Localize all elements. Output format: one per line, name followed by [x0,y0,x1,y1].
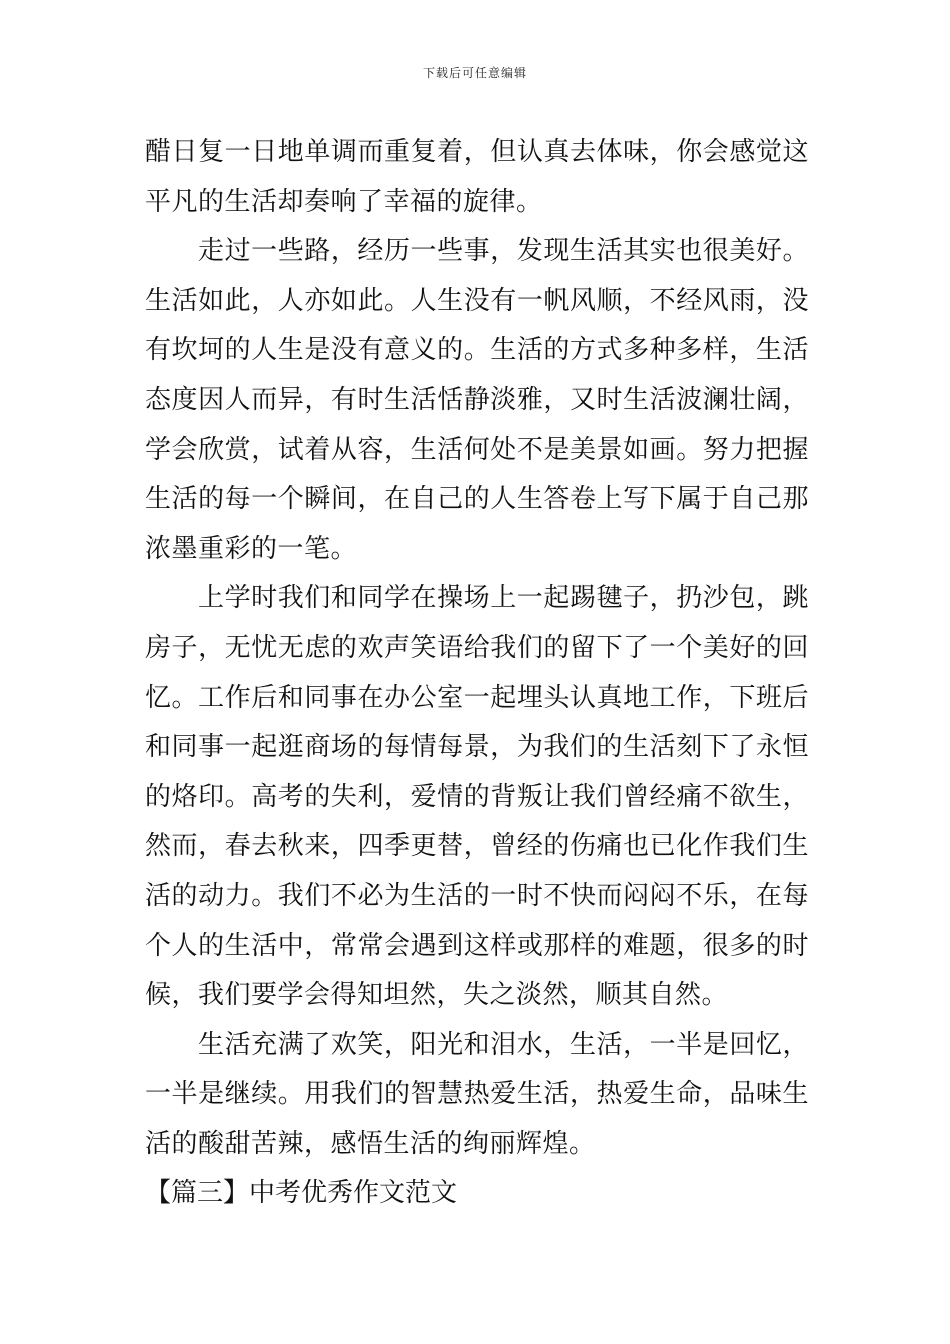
document-body [145,128,809,1219]
paragraph-continuation: 醋日复一日地单调而重复着，但认真去体味，你会感觉这平凡的生活却奏响了幸福的旋律。 [145,137,809,217]
paragraph: 上学时我们和同学在操场上一起踢毽子，扔沙包，跳房子，无忧无虑的欢声笑语给我们的留下了一个美好的回忆。工作后和同事在办公室一起埋头认真地工作，下班后和同事一起逛商场的每情每景，为我们的生活刻下了永恒的烙印。高考的失利，爱情的背叛让我们曾经痛不欲生，然而，春去秋来，四季更替，曾经的伤痛也已化作我们生活的动力。我们不必为生活的一时不快而闷闷不乐，在每个人的生活中，常常会遇到这样或那样的难题，很多的时候，我们要学会得知坦然，失之淡然，顺其自然。 [145,583,809,1011]
paragraph: 走过一些路，经历一些事，发现生活其实也很美好。生活如此，人亦如此。人生没有一帆风顺，不经风雨，没有坎坷的人生是没有意义的。生活的方式多种多样，生活态度因人而异，有时生活恬静淡雅，又时生活波澜壮阔，学会欣赏，试着从容，生活何处不是美景如画。努力把握生活的每一个瞬间，在自己的人生答卷上写下属于自己那浓墨重彩的一笔。 [145,236,809,564]
page-header-note: 下载后可任意编辑 [422,66,527,80]
paragraph: 生活充满了欢笑，阳光和泪水，生活，一半是回忆，一半是继续。用我们的智慧热爱生活，热爱生命，品味生活的酸甜苦辣，感悟生活的绚丽辉煌。 [145,1029,809,1159]
section-heading: 【篇三】中考优秀作文范文 [145,1178,458,1209]
